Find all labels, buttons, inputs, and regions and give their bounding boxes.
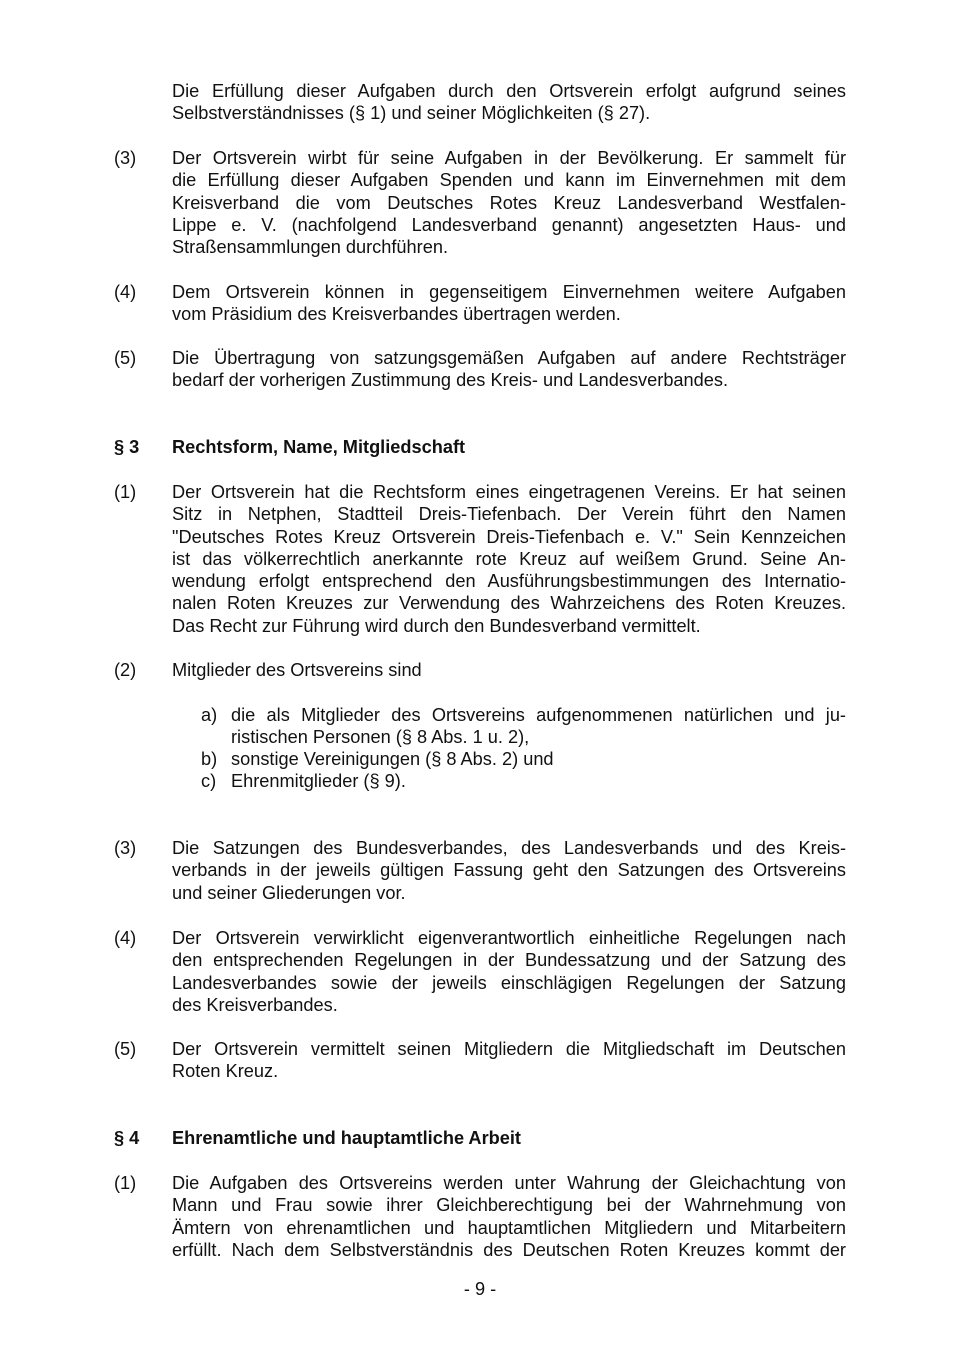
text-line: Die Übertragung von satzungsgemäßen Aufgaben auf andere Rechtsträger bbox=[172, 348, 846, 368]
paragraph-text bbox=[172, 281, 846, 326]
section-number: § 4 bbox=[114, 1128, 140, 1148]
section-title-wrap bbox=[172, 1127, 846, 1149]
text-line: Das Recht zur Führung wird durch den Bundesverband vermittelt. bbox=[172, 615, 701, 636]
paragraph-number: (5) bbox=[114, 1039, 137, 1059]
text-line: Kreisverband die vom Deutsches Rotes Kreuz Landesverband Westfalen- bbox=[172, 192, 846, 213]
text-line: den entsprechenden Regelungen in der Bundessatzung und der Satzung des bbox=[172, 950, 846, 971]
section-title: Ehrenamtliche und hauptamtliche Arbeit bbox=[172, 1128, 521, 1148]
paragraph-number: (3) bbox=[114, 838, 137, 858]
text-line: Die Satzungen des Bundesverbandes, des Landesverbands und des Kreis- bbox=[172, 838, 846, 858]
text-line: verbands in der jeweils gültigen Fassung geht den Satzungen des Ortsvereins bbox=[172, 860, 846, 881]
text-line: ist das völkerrechtlich anerkannte rote Kreuz auf weißem Grund. Seine An- bbox=[172, 548, 846, 569]
paragraph-text bbox=[172, 1172, 846, 1261]
text-line: Straßensammlungen durchführen. bbox=[172, 237, 448, 258]
paragraph-text bbox=[172, 837, 846, 904]
text-line: Dem Ortsverein können in gegenseitigem Einvernehmen weitere Aufgaben bbox=[172, 282, 846, 302]
paragraph-number: (3) bbox=[114, 148, 137, 168]
text-line: "Deutsches Rotes Kreuz Ortsverein Dreis-Tiefenbach e. V." Sein Kennzeichen bbox=[172, 526, 846, 547]
text-line: erfüllt. Nach dem Selbstverständnis des Deutschen Roten Kreuzes kommt der bbox=[172, 1239, 846, 1260]
paragraph-number: (4) bbox=[114, 282, 137, 302]
paragraph-number: (2) bbox=[114, 660, 137, 680]
text-line: vom Präsidium des Kreisverbandes übertragen werden. bbox=[172, 304, 621, 325]
paragraph-text bbox=[172, 80, 846, 125]
text-line: bedarf der vorherigen Zustimmung des Kreis- und Landesverbandes. bbox=[172, 370, 729, 391]
text-line: nalen Roten Kreuzes zur Verwendung des Wahrzeichens des Roten Kreuzes. bbox=[172, 593, 846, 614]
paragraph-text bbox=[172, 927, 846, 1016]
list-text bbox=[231, 748, 846, 770]
page-number: - 9 - bbox=[463, 1279, 497, 1299]
list-text bbox=[231, 704, 846, 749]
paragraph-text bbox=[172, 347, 846, 392]
section-number: § 3 bbox=[114, 437, 140, 457]
text-line: Selbstverständnisses (§ 1) und seiner Möglichkeiten (§ 27). bbox=[172, 103, 651, 124]
text-line: Lippe e. V. (nachfolgend Landesverband genannt) angesetzten Haus- und bbox=[172, 214, 846, 235]
text-line: und seiner Gliederungen vor. bbox=[172, 882, 406, 903]
text-line: Die Erfüllung dieser Aufgaben durch den Ortsverein erfolgt aufgrund seines bbox=[172, 81, 846, 101]
text-line: wendung erfolgt entsprechend den Ausführungsbestimmungen des Internatio- bbox=[172, 571, 846, 592]
text-line: Sitz in Netphen, Stadtteil Dreis-Tiefenbach. Der Verein führt den Namen bbox=[172, 504, 846, 525]
list-text bbox=[231, 770, 846, 792]
text-line: die als Mitglieder des Ortsvereins aufgenommenen natürlichen und ju- bbox=[231, 705, 846, 725]
list-label: a) bbox=[201, 705, 218, 725]
text-line: Landesverbandes sowie der jeweils einschlägigen Regelungen der Satzung bbox=[172, 972, 846, 993]
text-line: Die Aufgaben des Ortsvereins werden unter Wahrung der Gleichachtung von bbox=[172, 1173, 846, 1193]
paragraph-number: (5) bbox=[114, 348, 137, 368]
text-line: Der Ortsverein wirbt für seine Aufgaben in der Bevölkerung. Er sammelt für bbox=[172, 148, 846, 168]
paragraph-text bbox=[172, 481, 846, 637]
paragraph-text bbox=[172, 1038, 846, 1083]
text-line: Mitglieder des Ortsvereins sind bbox=[172, 660, 422, 680]
section-title: Rechtsform, Name, Mitgliedschaft bbox=[172, 437, 466, 457]
text-line: des Kreisverbandes. bbox=[172, 994, 338, 1015]
text-line: Der Ortsverein verwirklicht eigenverantwortlich einheitliche Regelungen nach bbox=[172, 928, 846, 948]
list-label: b) bbox=[201, 749, 218, 769]
paragraph-text bbox=[172, 147, 846, 258]
text-line: Roten Kreuz. bbox=[172, 1061, 279, 1082]
text-line: Der Ortsverein hat die Rechtsform eines eingetragenen Vereins. Er hat seinen bbox=[172, 482, 846, 502]
paragraph-number: (1) bbox=[114, 482, 137, 502]
text-line: Der Ortsverein vermittelt seinen Mitgliedern die Mitgliedschaft im Deutschen bbox=[172, 1039, 846, 1059]
text-line: Mann und Frau sowie ihrer Gleichberechtigung bei der Wahrnehmung von bbox=[172, 1195, 846, 1216]
paragraph-text bbox=[172, 659, 846, 681]
paragraph-number: (4) bbox=[114, 928, 137, 948]
section-title-wrap bbox=[172, 436, 846, 458]
text-line: ristischen Personen (§ 8 Abs. 1 u. 2), bbox=[231, 727, 530, 748]
text-line: Ämtern von ehrenamtlichen und hauptamtlichen Mitgliedern und Mitarbeitern bbox=[172, 1217, 846, 1238]
text-line: sonstige Vereinigungen (§ 8 Abs. 2) und bbox=[231, 749, 554, 769]
text-line: die Erfüllung dieser Aufgaben Spenden und kann im Einvernehmen mit dem bbox=[172, 170, 846, 191]
list-label: c) bbox=[201, 771, 217, 791]
paragraph-number: (1) bbox=[114, 1173, 137, 1193]
text-line: Ehrenmitglieder (§ 9). bbox=[231, 771, 406, 791]
